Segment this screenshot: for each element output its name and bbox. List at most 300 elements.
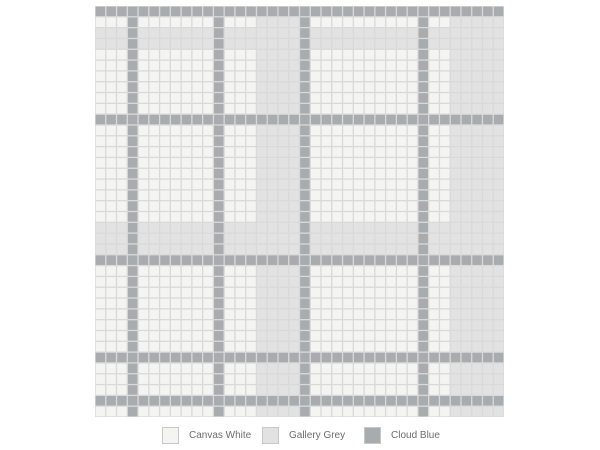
mosaic-tile: [375, 201, 384, 211]
mosaic-tile: [171, 299, 180, 309]
mosaic-tile: [182, 288, 191, 298]
mosaic-tile: [300, 39, 309, 49]
mosaic-tile: [429, 126, 438, 136]
mosaic-tile: [106, 309, 115, 319]
mosaic-tile: [149, 93, 158, 103]
mosaic-tile: [354, 50, 363, 60]
mosaic-tile: [332, 61, 341, 71]
mosaic-tile: [246, 7, 255, 17]
mosaic-tile: [322, 342, 331, 352]
mosaic-tile: [289, 223, 298, 233]
mosaic-tile: [397, 299, 406, 309]
mosaic-tile: [149, 331, 158, 341]
mosaic-tile: [311, 385, 320, 395]
mosaic-tile: [408, 39, 417, 49]
mosaic-tile: [472, 288, 481, 298]
mosaic-tile: [149, 147, 158, 157]
mosaic-tile: [106, 277, 115, 287]
mosaic-tile: [236, 82, 245, 92]
mosaic-tile: [214, 115, 223, 125]
mosaic-tile: [472, 299, 481, 309]
mosaic-tile: [117, 201, 126, 211]
mosaic-tile: [494, 115, 503, 125]
mosaic-tile: [462, 309, 471, 319]
mosaic-tile: [128, 93, 137, 103]
mosaic-tile: [419, 7, 428, 17]
mosaic-tile: [462, 255, 471, 265]
mosaic-tile: [494, 93, 503, 103]
mosaic-tile: [472, 234, 481, 244]
mosaic-tile: [182, 201, 191, 211]
mosaic-tile: [343, 223, 352, 233]
mosaic-tile: [354, 7, 363, 17]
mosaic-tile: [117, 223, 126, 233]
mosaic-tile: [343, 288, 352, 298]
mosaic-tile: [193, 93, 202, 103]
mosaic-tile: [279, 180, 288, 190]
mosaic-tile: [268, 61, 277, 71]
mosaic-tile: [494, 407, 503, 417]
mosaic-tile: [354, 299, 363, 309]
mosaic-tile: [451, 115, 460, 125]
mosaic-tile: [236, 7, 245, 17]
mosaic-tile: [419, 342, 428, 352]
mosaic-tile: [311, 201, 320, 211]
mosaic-tile: [322, 7, 331, 17]
mosaic-tile: [322, 234, 331, 244]
mosaic-tile: [386, 180, 395, 190]
mosaic-tile: [451, 277, 460, 287]
mosaic-tile: [193, 28, 202, 38]
mosaic-tile: [365, 61, 374, 71]
legend-item-gallery-grey: [262, 424, 345, 446]
mosaic-tile: [268, 180, 277, 190]
mosaic-tile: [171, 342, 180, 352]
mosaic-tile: [472, 158, 481, 168]
mosaic-tile: [203, 288, 212, 298]
mosaic-tile: [429, 288, 438, 298]
mosaic-tile: [451, 147, 460, 157]
tile-mosaic-preview: [95, 6, 504, 417]
mosaic-tile: [182, 126, 191, 136]
mosaic-tile: [397, 147, 406, 157]
mosaic-tile: [128, 299, 137, 309]
mosaic-tile: [193, 39, 202, 49]
mosaic-tile: [408, 288, 417, 298]
mosaic-tile: [365, 396, 374, 406]
mosaic-tile: [117, 331, 126, 341]
mosaic-tile: [182, 180, 191, 190]
mosaic-tile: [139, 364, 148, 374]
mosaic-tile: [182, 299, 191, 309]
mosaic-tile: [149, 72, 158, 82]
mosaic-tile: [236, 407, 245, 417]
mosaic-tile: [494, 136, 503, 146]
mosaic-tile: [332, 331, 341, 341]
mosaic-tile: [246, 201, 255, 211]
mosaic-tile: [236, 72, 245, 82]
mosaic-tile: [182, 169, 191, 179]
mosaic-tile: [472, 407, 481, 417]
mosaic-tile: [246, 93, 255, 103]
mosaic-tile: [139, 147, 148, 157]
mosaic-tile: [429, 407, 438, 417]
mosaic-tile: [397, 288, 406, 298]
mosaic-tile: [300, 17, 309, 27]
mosaic-tile: [429, 342, 438, 352]
mosaic-tile: [440, 7, 449, 17]
mosaic-tile: [106, 93, 115, 103]
mosaic-tile: [429, 191, 438, 201]
mosaic-tile: [139, 136, 148, 146]
mosaic-tile: [117, 158, 126, 168]
mosaic-tile: [128, 223, 137, 233]
mosaic-tile: [149, 364, 158, 374]
mosaic-tile: [472, 396, 481, 406]
mosaic-tile: [289, 288, 298, 298]
mosaic-tile: [300, 28, 309, 38]
mosaic-tile: [171, 277, 180, 287]
mosaic-tile: [429, 136, 438, 146]
mosaic-tile: [225, 353, 234, 363]
mosaic-tile: [397, 28, 406, 38]
mosaic-tile: [494, 353, 503, 363]
mosaic-tile: [472, 245, 481, 255]
mosaic-tile: [332, 104, 341, 114]
mosaic-tile: [246, 136, 255, 146]
mosaic-tile: [268, 126, 277, 136]
mosaic-tile: [160, 212, 169, 222]
mosaic-tile: [193, 126, 202, 136]
mosaic-tile: [289, 61, 298, 71]
mosaic-tile: [128, 180, 137, 190]
mosaic-tile: [451, 201, 460, 211]
mosaic-tile: [343, 180, 352, 190]
mosaic-tile: [236, 331, 245, 341]
mosaic-tile: [419, 212, 428, 222]
mosaic-tile: [96, 353, 105, 363]
mosaic-tile: [289, 136, 298, 146]
mosaic-tile: [160, 104, 169, 114]
mosaic-tile: [214, 255, 223, 265]
mosaic-tile: [322, 223, 331, 233]
mosaic-tile: [365, 93, 374, 103]
mosaic-tile: [332, 299, 341, 309]
mosaic-tile: [117, 374, 126, 384]
mosaic-tile: [408, 223, 417, 233]
mosaic-tile: [160, 331, 169, 341]
mosaic-tile: [117, 364, 126, 374]
mosaic-tile: [451, 136, 460, 146]
mosaic-tile: [193, 374, 202, 384]
mosaic-tile: [214, 245, 223, 255]
mosaic-tile: [106, 266, 115, 276]
mosaic-tile: [96, 342, 105, 352]
mosaic-tile: [268, 136, 277, 146]
mosaic-tile: [419, 353, 428, 363]
mosaic-tile: [429, 93, 438, 103]
mosaic-tile: [128, 407, 137, 417]
mosaic-tile: [289, 385, 298, 395]
mosaic-tile: [289, 331, 298, 341]
mosaic-tile: [311, 93, 320, 103]
mosaic-tile: [279, 28, 288, 38]
mosaic-tile: [279, 277, 288, 287]
mosaic-tile: [128, 201, 137, 211]
mosaic-tile: [149, 115, 158, 125]
mosaic-tile: [365, 223, 374, 233]
mosaic-tile: [139, 82, 148, 92]
mosaic-tile: [440, 223, 449, 233]
mosaic-tile: [408, 396, 417, 406]
mosaic-tile: [96, 17, 105, 27]
mosaic-tile: [332, 245, 341, 255]
mosaic-tile: [246, 191, 255, 201]
mosaic-tile: [429, 299, 438, 309]
mosaic-tile: [451, 255, 460, 265]
mosaic-tile: [440, 385, 449, 395]
mosaic-tile: [483, 309, 492, 319]
mosaic-tile: [225, 17, 234, 27]
mosaic-tile: [128, 158, 137, 168]
mosaic-tile: [149, 255, 158, 265]
mosaic-tile: [322, 396, 331, 406]
mosaic-tile: [193, 396, 202, 406]
mosaic-tile: [171, 136, 180, 146]
mosaic-tile: [300, 385, 309, 395]
mosaic-tile: [472, 17, 481, 27]
mosaic-tile: [386, 299, 395, 309]
mosaic-tile: [193, 147, 202, 157]
mosaic-tile: [160, 396, 169, 406]
mosaic-tile: [139, 17, 148, 27]
mosaic-tile: [128, 136, 137, 146]
mosaic-tile: [193, 169, 202, 179]
mosaic-tile: [311, 223, 320, 233]
mosaic-tile: [128, 147, 137, 157]
mosaic-tile: [300, 245, 309, 255]
mosaic-tile: [149, 320, 158, 330]
mosaic-tile: [300, 169, 309, 179]
mosaic-tile: [386, 277, 395, 287]
mosaic-tile: [483, 407, 492, 417]
mosaic-tile: [128, 39, 137, 49]
mosaic-tile: [289, 104, 298, 114]
mosaic-tile: [332, 17, 341, 27]
mosaic-tile: [117, 39, 126, 49]
mosaic-tile: [462, 126, 471, 136]
mosaic-tile: [160, 126, 169, 136]
mosaic-tile: [332, 320, 341, 330]
mosaic-tile: [96, 136, 105, 146]
mosaic-tile: [451, 342, 460, 352]
mosaic-tile: [96, 201, 105, 211]
mosaic-tile: [397, 136, 406, 146]
mosaic-tile: [322, 39, 331, 49]
mosaic-tile: [139, 407, 148, 417]
mosaic-tile: [429, 7, 438, 17]
mosaic-tile: [225, 39, 234, 49]
mosaic-tile: [365, 158, 374, 168]
mosaic-tile: [300, 212, 309, 222]
mosaic-tile: [472, 364, 481, 374]
mosaic-tile: [203, 126, 212, 136]
mosaic-tile: [289, 50, 298, 60]
mosaic-tile: [289, 72, 298, 82]
mosaic-tile: [494, 126, 503, 136]
mosaic-tile: [311, 342, 320, 352]
mosaic-tile: [408, 385, 417, 395]
mosaic-tile: [332, 342, 341, 352]
mosaic-tile: [419, 320, 428, 330]
mosaic-tile: [332, 255, 341, 265]
mosaic-tile: [300, 234, 309, 244]
mosaic-tile: [311, 277, 320, 287]
mosaic-tile: [332, 223, 341, 233]
mosaic-tile: [440, 82, 449, 92]
mosaic-tile: [494, 299, 503, 309]
mosaic-tile: [225, 7, 234, 17]
mosaic-tile: [236, 169, 245, 179]
mosaic-tile: [419, 277, 428, 287]
mosaic-tile: [429, 180, 438, 190]
mosaic-tile: [343, 61, 352, 71]
mosaic-tile: [462, 158, 471, 168]
mosaic-tile: [236, 191, 245, 201]
mosaic-tile: [149, 180, 158, 190]
mosaic-tile: [311, 212, 320, 222]
mosaic-tile: [462, 266, 471, 276]
mosaic-tile: [236, 147, 245, 157]
mosaic-tile: [225, 201, 234, 211]
mosaic-tile: [354, 374, 363, 384]
mosaic-tile: [494, 245, 503, 255]
mosaic-tile: [322, 50, 331, 60]
mosaic-tile: [246, 277, 255, 287]
mosaic-tile: [106, 396, 115, 406]
mosaic-tile: [246, 342, 255, 352]
mosaic-tile: [311, 299, 320, 309]
mosaic-tile: [311, 266, 320, 276]
mosaic-tile: [322, 407, 331, 417]
mosaic-tile: [451, 385, 460, 395]
mosaic-tile: [289, 158, 298, 168]
mosaic-tile: [257, 115, 266, 125]
mosaic-tile: [279, 147, 288, 157]
mosaic-tile: [375, 50, 384, 60]
mosaic-tile: [397, 115, 406, 125]
mosaic-tile: [225, 385, 234, 395]
mosaic-tile: [128, 277, 137, 287]
mosaic-tile: [139, 353, 148, 363]
mosaic-tile: [354, 180, 363, 190]
mosaic-tile: [354, 82, 363, 92]
mosaic-tile: [451, 50, 460, 60]
mosaic-tile: [171, 331, 180, 341]
mosaic-tile: [171, 50, 180, 60]
mosaic-tile: [225, 309, 234, 319]
mosaic-tile: [343, 126, 352, 136]
mosaic-tile: [472, 7, 481, 17]
mosaic-tile: [397, 39, 406, 49]
mosaic-tile: [408, 201, 417, 211]
mosaic-tile: [203, 353, 212, 363]
mosaic-tile: [128, 331, 137, 341]
mosaic-tile: [483, 396, 492, 406]
mosaic-tile: [246, 61, 255, 71]
mosaic-tile: [193, 50, 202, 60]
mosaic-tile: [139, 342, 148, 352]
mosaic-tile: [375, 374, 384, 384]
mosaic-tile: [429, 39, 438, 49]
mosaic-tile: [236, 309, 245, 319]
mosaic-tile: [160, 50, 169, 60]
mosaic-tile: [106, 353, 115, 363]
mosaic-tile: [300, 342, 309, 352]
mosaic-tile: [472, 28, 481, 38]
mosaic-tile: [236, 385, 245, 395]
mosaic-tile: [419, 234, 428, 244]
mosaic-tile: [171, 61, 180, 71]
mosaic-tile: [483, 201, 492, 211]
mosaic-tile: [257, 39, 266, 49]
mosaic-tile: [225, 50, 234, 60]
mosaic-tile: [225, 255, 234, 265]
mosaic-tile: [128, 169, 137, 179]
mosaic-tile: [494, 180, 503, 190]
mosaic-tile: [494, 385, 503, 395]
mosaic-tile: [106, 82, 115, 92]
mosaic-tile: [236, 136, 245, 146]
mosaic-tile: [193, 385, 202, 395]
mosaic-tile: [225, 245, 234, 255]
mosaic-tile: [462, 72, 471, 82]
mosaic-tile: [279, 234, 288, 244]
mosaic-tile: [236, 299, 245, 309]
mosaic-tile: [375, 136, 384, 146]
mosaic-tile: [311, 61, 320, 71]
mosaic-tile: [128, 115, 137, 125]
mosaic-tile: [203, 39, 212, 49]
mosaic-tile: [386, 374, 395, 384]
mosaic-tile: [171, 396, 180, 406]
mosaic-tile: [214, 28, 223, 38]
mosaic-tile: [203, 147, 212, 157]
mosaic-tile: [397, 212, 406, 222]
mosaic-tile: [354, 266, 363, 276]
mosaic-tile: [268, 234, 277, 244]
mosaic-tile: [472, 115, 481, 125]
mosaic-tile: [440, 255, 449, 265]
mosaic-tile: [365, 266, 374, 276]
mosaic-tile: [375, 212, 384, 222]
mosaic-tile: [171, 28, 180, 38]
mosaic-tile: [139, 104, 148, 114]
mosaic-tile: [279, 158, 288, 168]
mosaic-tile: [160, 28, 169, 38]
mosaic-tile: [365, 245, 374, 255]
mosaic-tile: [236, 39, 245, 49]
mosaic-tile: [472, 201, 481, 211]
mosaic-tile: [408, 72, 417, 82]
mosaic-tile: [171, 245, 180, 255]
mosaic-tile: [214, 223, 223, 233]
mosaic-tile: [408, 93, 417, 103]
mosaic-tile: [462, 342, 471, 352]
mosaic-tile: [440, 234, 449, 244]
mosaic-tile: [408, 245, 417, 255]
mosaic-tile: [171, 93, 180, 103]
